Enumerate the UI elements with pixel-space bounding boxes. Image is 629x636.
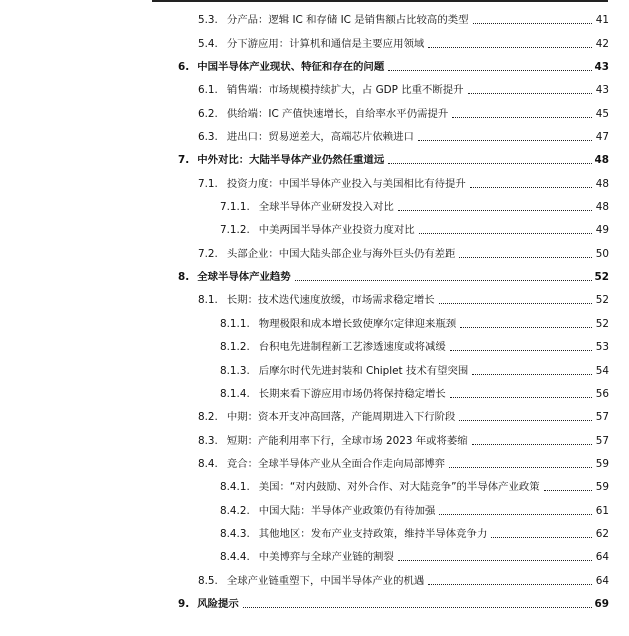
toc-entry[interactable] [0,217,629,240]
dot-leader [452,117,592,118]
toc-entry[interactable] [0,54,629,77]
toc-number: 8. [178,271,190,284]
toc-entry[interactable] [0,334,629,357]
toc-title: 美国：“对内鼓励、对外合作、对大陆竞争”的半导体产业政策 [258,481,540,494]
toc-title: 长期来看下游应用市场仍将保持稳定增长 [258,387,446,400]
toc-title: 进出口：贸易逆差大，高端芯片依赖进口 [226,131,414,144]
toc-page-number: 41 [595,14,609,27]
toc-entry[interactable] [0,521,629,544]
dot-leader [468,93,592,94]
toc-number: 6.3. [198,131,218,144]
dot-leader [544,490,592,491]
dot-leader [398,210,592,211]
toc-number: 8.4. [198,457,218,470]
toc-title: 台积电先进制程新工艺渗透速度或将减缓 [258,341,446,354]
toc-title: 头部企业：中国大陆头部企业与海外巨头仍有差距 [226,247,456,260]
toc-title: 投资力度：中国半导体产业投入与美国相比有待提升 [226,177,466,190]
toc-title: 全球半导体产业研发投入对比 [258,201,394,214]
dot-leader [388,70,591,71]
dot-leader [460,327,592,328]
toc-number: 8.4.1. [220,481,250,494]
toc-entry[interactable] [0,474,629,497]
toc-entry[interactable] [0,170,629,193]
toc-entry[interactable] [0,381,629,404]
toc-entry[interactable] [0,544,629,567]
toc-page-number: 56 [595,387,609,400]
toc-number: 6.1. [198,84,218,97]
toc-number: 8.4.2. [220,504,250,517]
toc-entry[interactable] [0,427,629,450]
toc-entry[interactable] [0,147,629,170]
toc-title: 后摩尔时代先进封装和 Chiplet 技术有望突围 [258,364,469,377]
dot-leader [439,514,592,515]
toc-page-number: 54 [595,364,609,377]
toc-title: 中美两国半导体产业投资力度对比 [258,224,415,237]
toc-title: 中国半导体产业现状、特征和存在的问题 [197,61,385,74]
toc-number: 7. [178,154,190,167]
dot-leader [459,257,592,258]
toc-page-number: 53 [595,341,609,354]
dot-leader [428,47,592,48]
toc-page-number: 64 [595,551,609,564]
dot-leader [459,420,592,421]
dot-leader [449,467,592,468]
toc-title: 竞合：全球半导体产业从全面合作走向局部博弈 [226,457,446,470]
dot-leader [243,607,592,608]
toc-entry[interactable] [0,7,629,30]
dot-leader [472,374,592,375]
toc-number: 8.5. [198,574,218,587]
toc-title: 供给端：IC 产值快速增长，自给率水平仍需提升 [226,107,449,120]
toc-entry[interactable] [0,124,629,147]
toc-number: 5.4. [198,37,218,50]
dot-leader [439,303,592,304]
dot-leader [398,560,592,561]
dot-leader [450,350,592,351]
top-divider [152,0,608,2]
toc-entry[interactable] [0,404,629,427]
toc-page-number: 52 [594,271,609,284]
toc-page-number: 48 [595,201,609,214]
toc-entry[interactable] [0,194,629,217]
toc-number: 8.1.4. [220,387,250,400]
toc-page-number: 61 [595,504,609,517]
toc-page-number: 43 [594,61,609,74]
toc-page-number: 62 [595,527,609,540]
dot-leader [472,444,592,445]
toc-entry[interactable] [0,357,629,380]
dot-leader [418,140,592,141]
toc-title: 风险提示 [197,597,239,610]
toc-number: 8.1.1. [220,317,250,330]
toc-page-number: 49 [595,224,609,237]
dot-leader [428,584,592,585]
dot-leader [473,23,593,24]
toc-page-number: 57 [595,411,609,424]
toc-title: 其他地区：发布产业支持政策，维持半导体竞争力 [258,527,488,540]
toc-number: 8.1. [198,294,218,307]
toc-number: 6. [178,61,190,74]
toc-number: 7.1.2. [220,224,250,237]
dot-leader [295,280,592,281]
toc-page-number: 64 [595,574,609,587]
toc-number: 8.1.3. [220,364,250,377]
toc-title: 全球产业链重塑下，中国半导体产业的机遇 [226,574,425,587]
toc-page-number: 69 [594,597,609,610]
toc-title: 分下游应用：计算机和通信是主要应用领域 [226,37,425,50]
toc-page-number: 52 [595,294,609,307]
toc-page-number: 48 [594,154,609,167]
toc-title: 物理极限和成本增长致使摩尔定律迎来瓶颈 [258,317,457,330]
toc-number: 9. [178,597,190,610]
toc-number: 8.4.4. [220,551,250,564]
toc-page-number: 43 [595,84,609,97]
toc-page-number: 45 [595,107,609,120]
toc-title: 分产品：逻辑 IC 和存储 IC 是销售额占比较高的类型 [226,14,469,27]
toc-entry[interactable] [0,100,629,123]
toc-number: 7.2. [198,247,218,260]
toc-page-number: 59 [595,481,609,494]
toc-number: 8.4.3. [220,527,250,540]
toc-title: 全球半导体产业趋势 [197,271,291,284]
toc-page-number: 52 [595,317,609,330]
toc-entry[interactable] [0,264,629,287]
toc-page-number: 50 [595,247,609,260]
toc-title: 中期：资本开支冲高回落，产能周期进入下行阶段 [226,411,456,424]
toc-page-number: 59 [595,457,609,470]
toc-number: 5.3. [198,14,218,27]
toc-entry[interactable] [0,310,629,333]
toc-entry[interactable] [0,287,629,310]
toc-entry[interactable] [0,30,629,53]
toc-title: 销售端：市场规模持续扩大，占 GDP 比重不断提升 [226,84,464,97]
toc-entry[interactable] [0,77,629,100]
dot-leader [491,537,592,538]
toc-entry[interactable] [0,451,629,474]
toc-number: 8.2. [198,411,218,424]
toc-page-number: 57 [595,434,609,447]
dot-leader [388,163,591,164]
toc-entry[interactable] [0,240,629,263]
toc-title: 中国大陆：半导体产业政策仍有待加强 [258,504,436,517]
table-of-contents [0,7,629,614]
toc-number: 7.1. [198,177,218,190]
toc-number: 8.1.2. [220,341,250,354]
toc-page-number: 48 [595,177,609,190]
toc-page-number: 47 [595,131,609,144]
toc-page-number: 42 [595,37,609,50]
dot-leader [470,187,592,188]
dot-leader [419,233,592,234]
toc-entry[interactable] [0,497,629,520]
toc-title: 短期：产能利用率下行，全球市场 2023 年或将萎缩 [226,434,468,447]
toc-number: 6.2. [198,107,218,120]
toc-number: 7.1.1. [220,201,250,214]
toc-title: 中美博弈与全球产业链的割裂 [258,551,394,564]
toc-title: 中外对比：大陆半导体产业仍然任重道远 [197,154,385,167]
dot-leader [450,397,592,398]
toc-number: 8.3. [198,434,218,447]
toc-entry[interactable] [0,567,629,590]
toc-entry[interactable] [0,591,629,614]
toc-title: 长期：技术迭代速度放缓，市场需求稳定增长 [226,294,435,307]
